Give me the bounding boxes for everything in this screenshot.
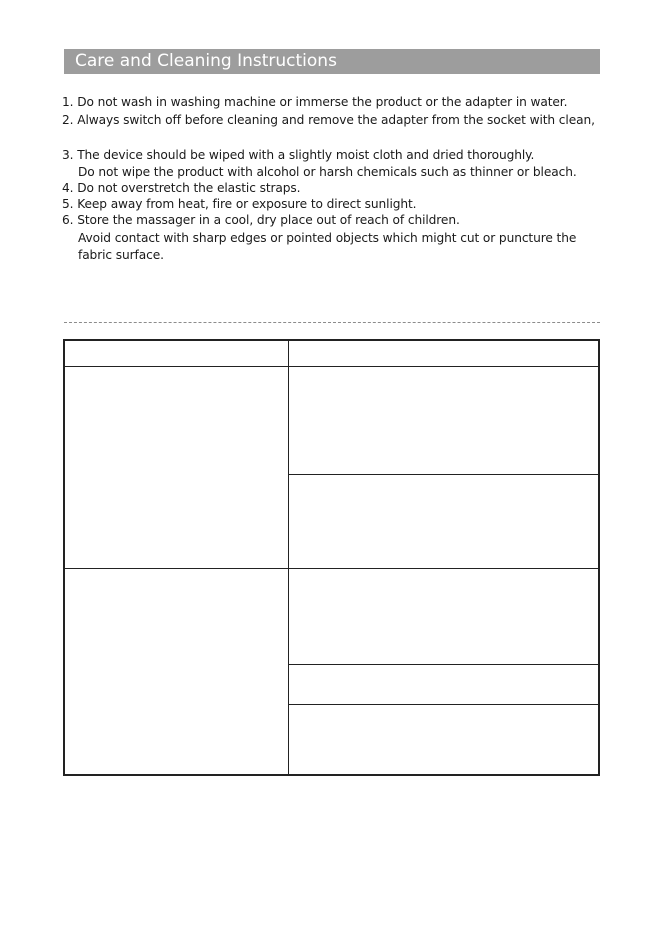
table-header-rule [65, 366, 598, 367]
instruction-item-6-continued-2: fabric surface. [78, 248, 164, 262]
instruction-item-6-continued-1: Avoid contact with sharp edges or pointed objects which might cut or puncture the [78, 231, 577, 245]
instruction-item-3-continued: Do not wipe the product with alcohol or harsh chemicals such as thinner or bleach. [78, 165, 577, 179]
instruction-item-1: 1. Do not wash in washing machine or immerse the product or the adapter in water. [62, 95, 568, 109]
table-column-divider [288, 341, 289, 774]
instruction-item-5: 5. Keep away from heat, fire or exposure to direct sunlight. [62, 197, 417, 211]
instruction-item-2: 2. Always switch off before cleaning and remove the adapter from the socket with clean, [62, 113, 595, 127]
instruction-item-4: 4. Do not overstretch the elastic straps. [62, 181, 301, 195]
instruction-item-6: 6. Store the massager in a cool, dry place out of reach of children. [62, 213, 460, 227]
table-row-divider [65, 568, 598, 569]
table-cell-divider-2 [288, 664, 598, 665]
table-cell-divider-1 [288, 474, 598, 475]
section-title: Care and Cleaning Instructions [64, 49, 600, 74]
table-cell-divider-3 [288, 704, 598, 705]
dashed-divider [64, 322, 600, 323]
empty-table [63, 339, 600, 776]
instruction-item-3: 3. The device should be wiped with a slightly moist cloth and dried thoroughly. [62, 148, 535, 162]
